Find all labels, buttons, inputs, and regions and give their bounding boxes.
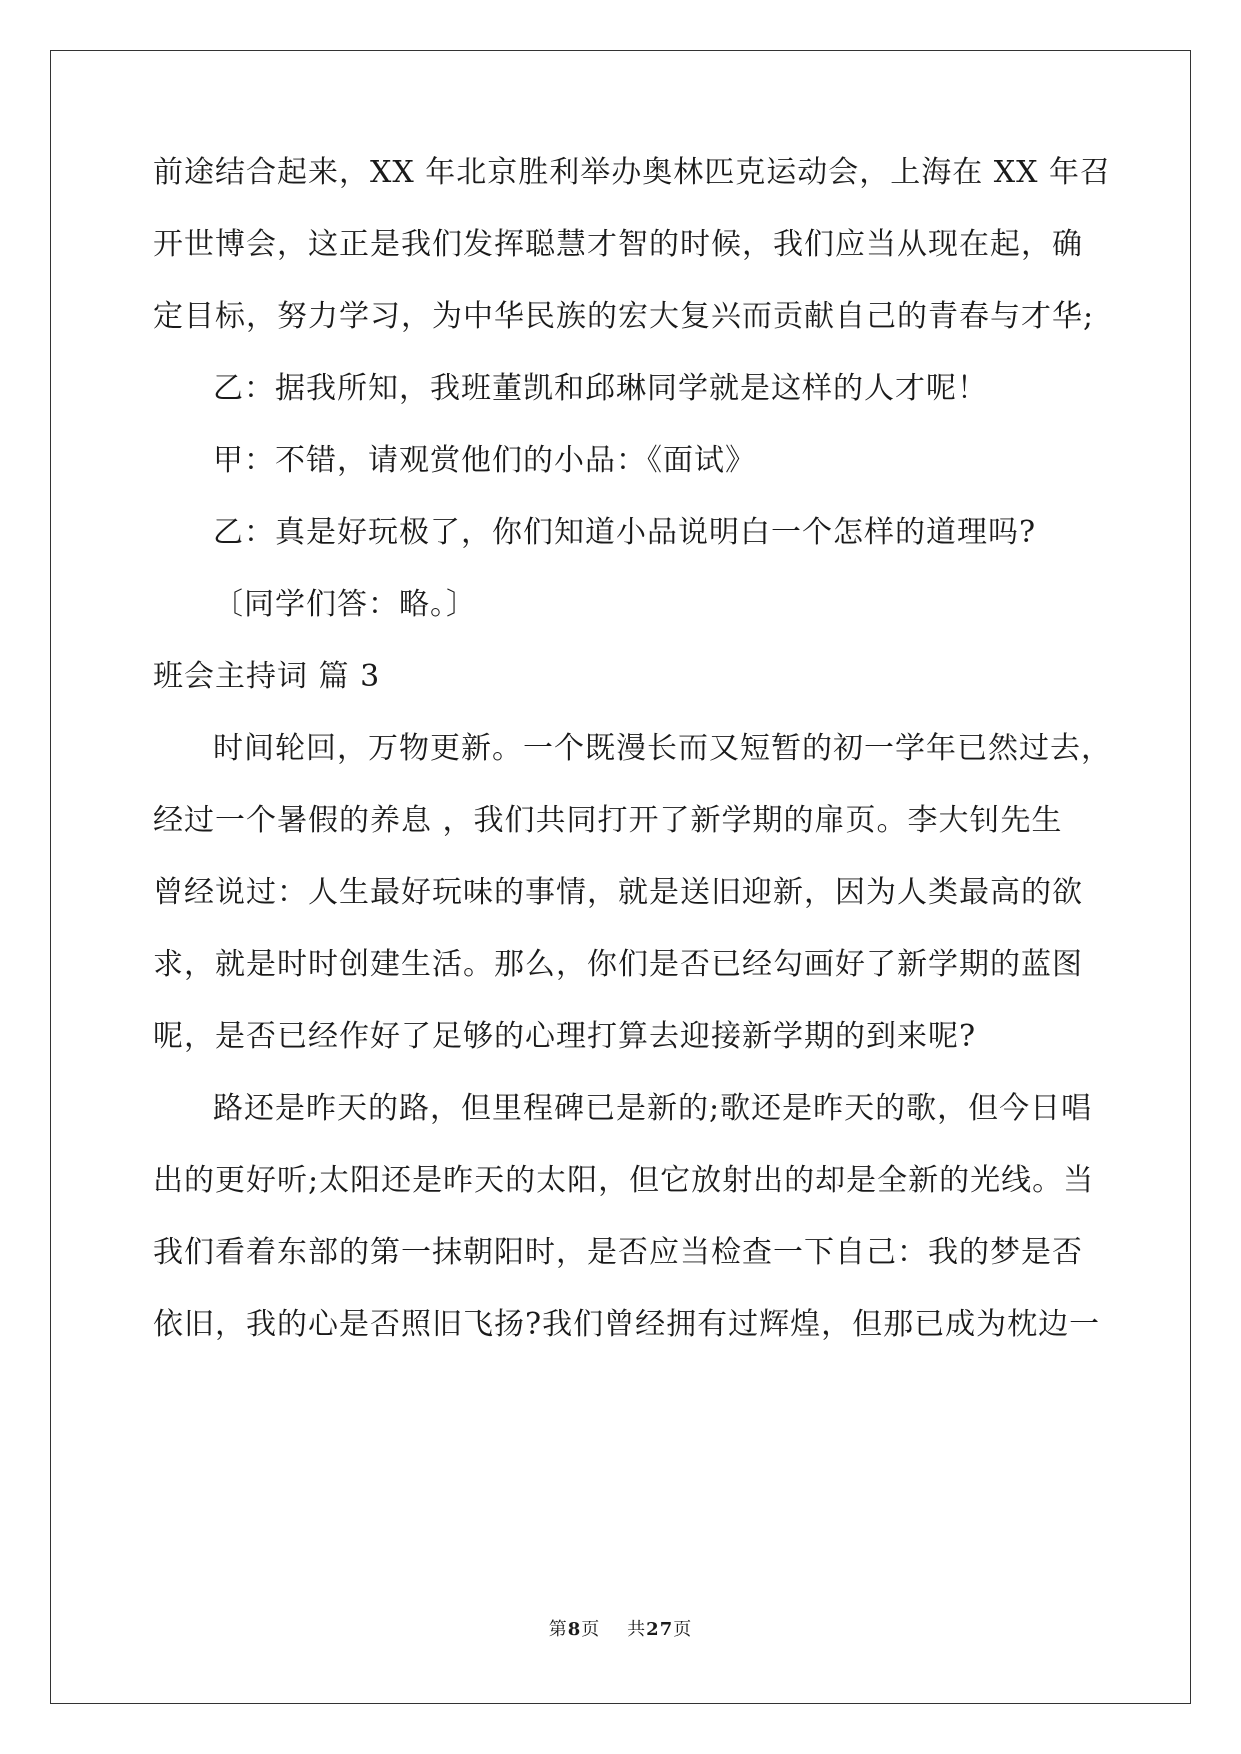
text-line: 前途结合起来，XX 年北京胜利举办奥林匹克运动会，上海在 XX 年召 <box>153 155 1112 190</box>
dialogue-line: 乙：真是好玩极了，你们知道小品说明白一个怎样的道理吗? <box>213 515 1037 550</box>
text-line: 出的更好听;太阳还是昨天的太阳，但它放射出的却是全新的光线。当 <box>153 1163 1095 1198</box>
total-prefix: 共 <box>627 1619 647 1640</box>
text-line: 求，就是时时创建生活。那么，你们是否已经勾画好了新学期的蓝图 <box>153 947 1083 982</box>
total-suffix: 页 <box>673 1619 693 1640</box>
page-suffix: 页 <box>581 1619 601 1640</box>
page-number: 8 <box>567 1619 582 1640</box>
page-prefix: 第 <box>548 1619 568 1640</box>
text-line: 经过一个暑假的养息 ，我们共同打开了新学期的扉页。李大钊先生 <box>153 803 1063 838</box>
text-line: 曾经说过：人生最好玩味的事情，就是送旧迎新，因为人类最高的欲 <box>153 875 1083 910</box>
dialogue-line: 甲：不错，请观赏他们的小品：《面试》 <box>213 443 756 478</box>
text-line: 我们看着东部的第一抹朝阳时，是否应当检查一下自己：我的梦是否 <box>153 1235 1083 1270</box>
total-pages: 27 <box>646 1619 674 1640</box>
text-line: 定目标，努力学习，为中华民族的宏大复兴而贡献自己的青春与才华; <box>153 299 1095 334</box>
stage-note: 〔同学们答：略。〕 <box>213 587 477 622</box>
text-line: 开世博会，这正是我们发挥聪慧才智的时候，我们应当从现在起，确 <box>153 227 1083 262</box>
section-heading: 班会主持词 篇 3 <box>153 659 381 694</box>
text-line: 时间轮回，万物更新。一个既漫长而又短暂的初一学年已然过去， <box>213 731 1112 766</box>
text-line: 依旧，我的心是否照旧飞扬?我们曾经拥有过辉煌，但那已成为枕边一 <box>153 1307 1101 1342</box>
page-footer <box>0 1618 1241 1642</box>
dialogue-line: 乙：据我所知，我班董凯和邱琳同学就是这样的人才呢！ <box>213 371 988 406</box>
text-line: 呢，是否已经作好了足够的心理打算去迎接新学期的到来呢? <box>153 1019 977 1054</box>
text-line: 路还是昨天的路，但里程碑已是新的;歌还是昨天的歌，但今日唱 <box>213 1091 1093 1126</box>
